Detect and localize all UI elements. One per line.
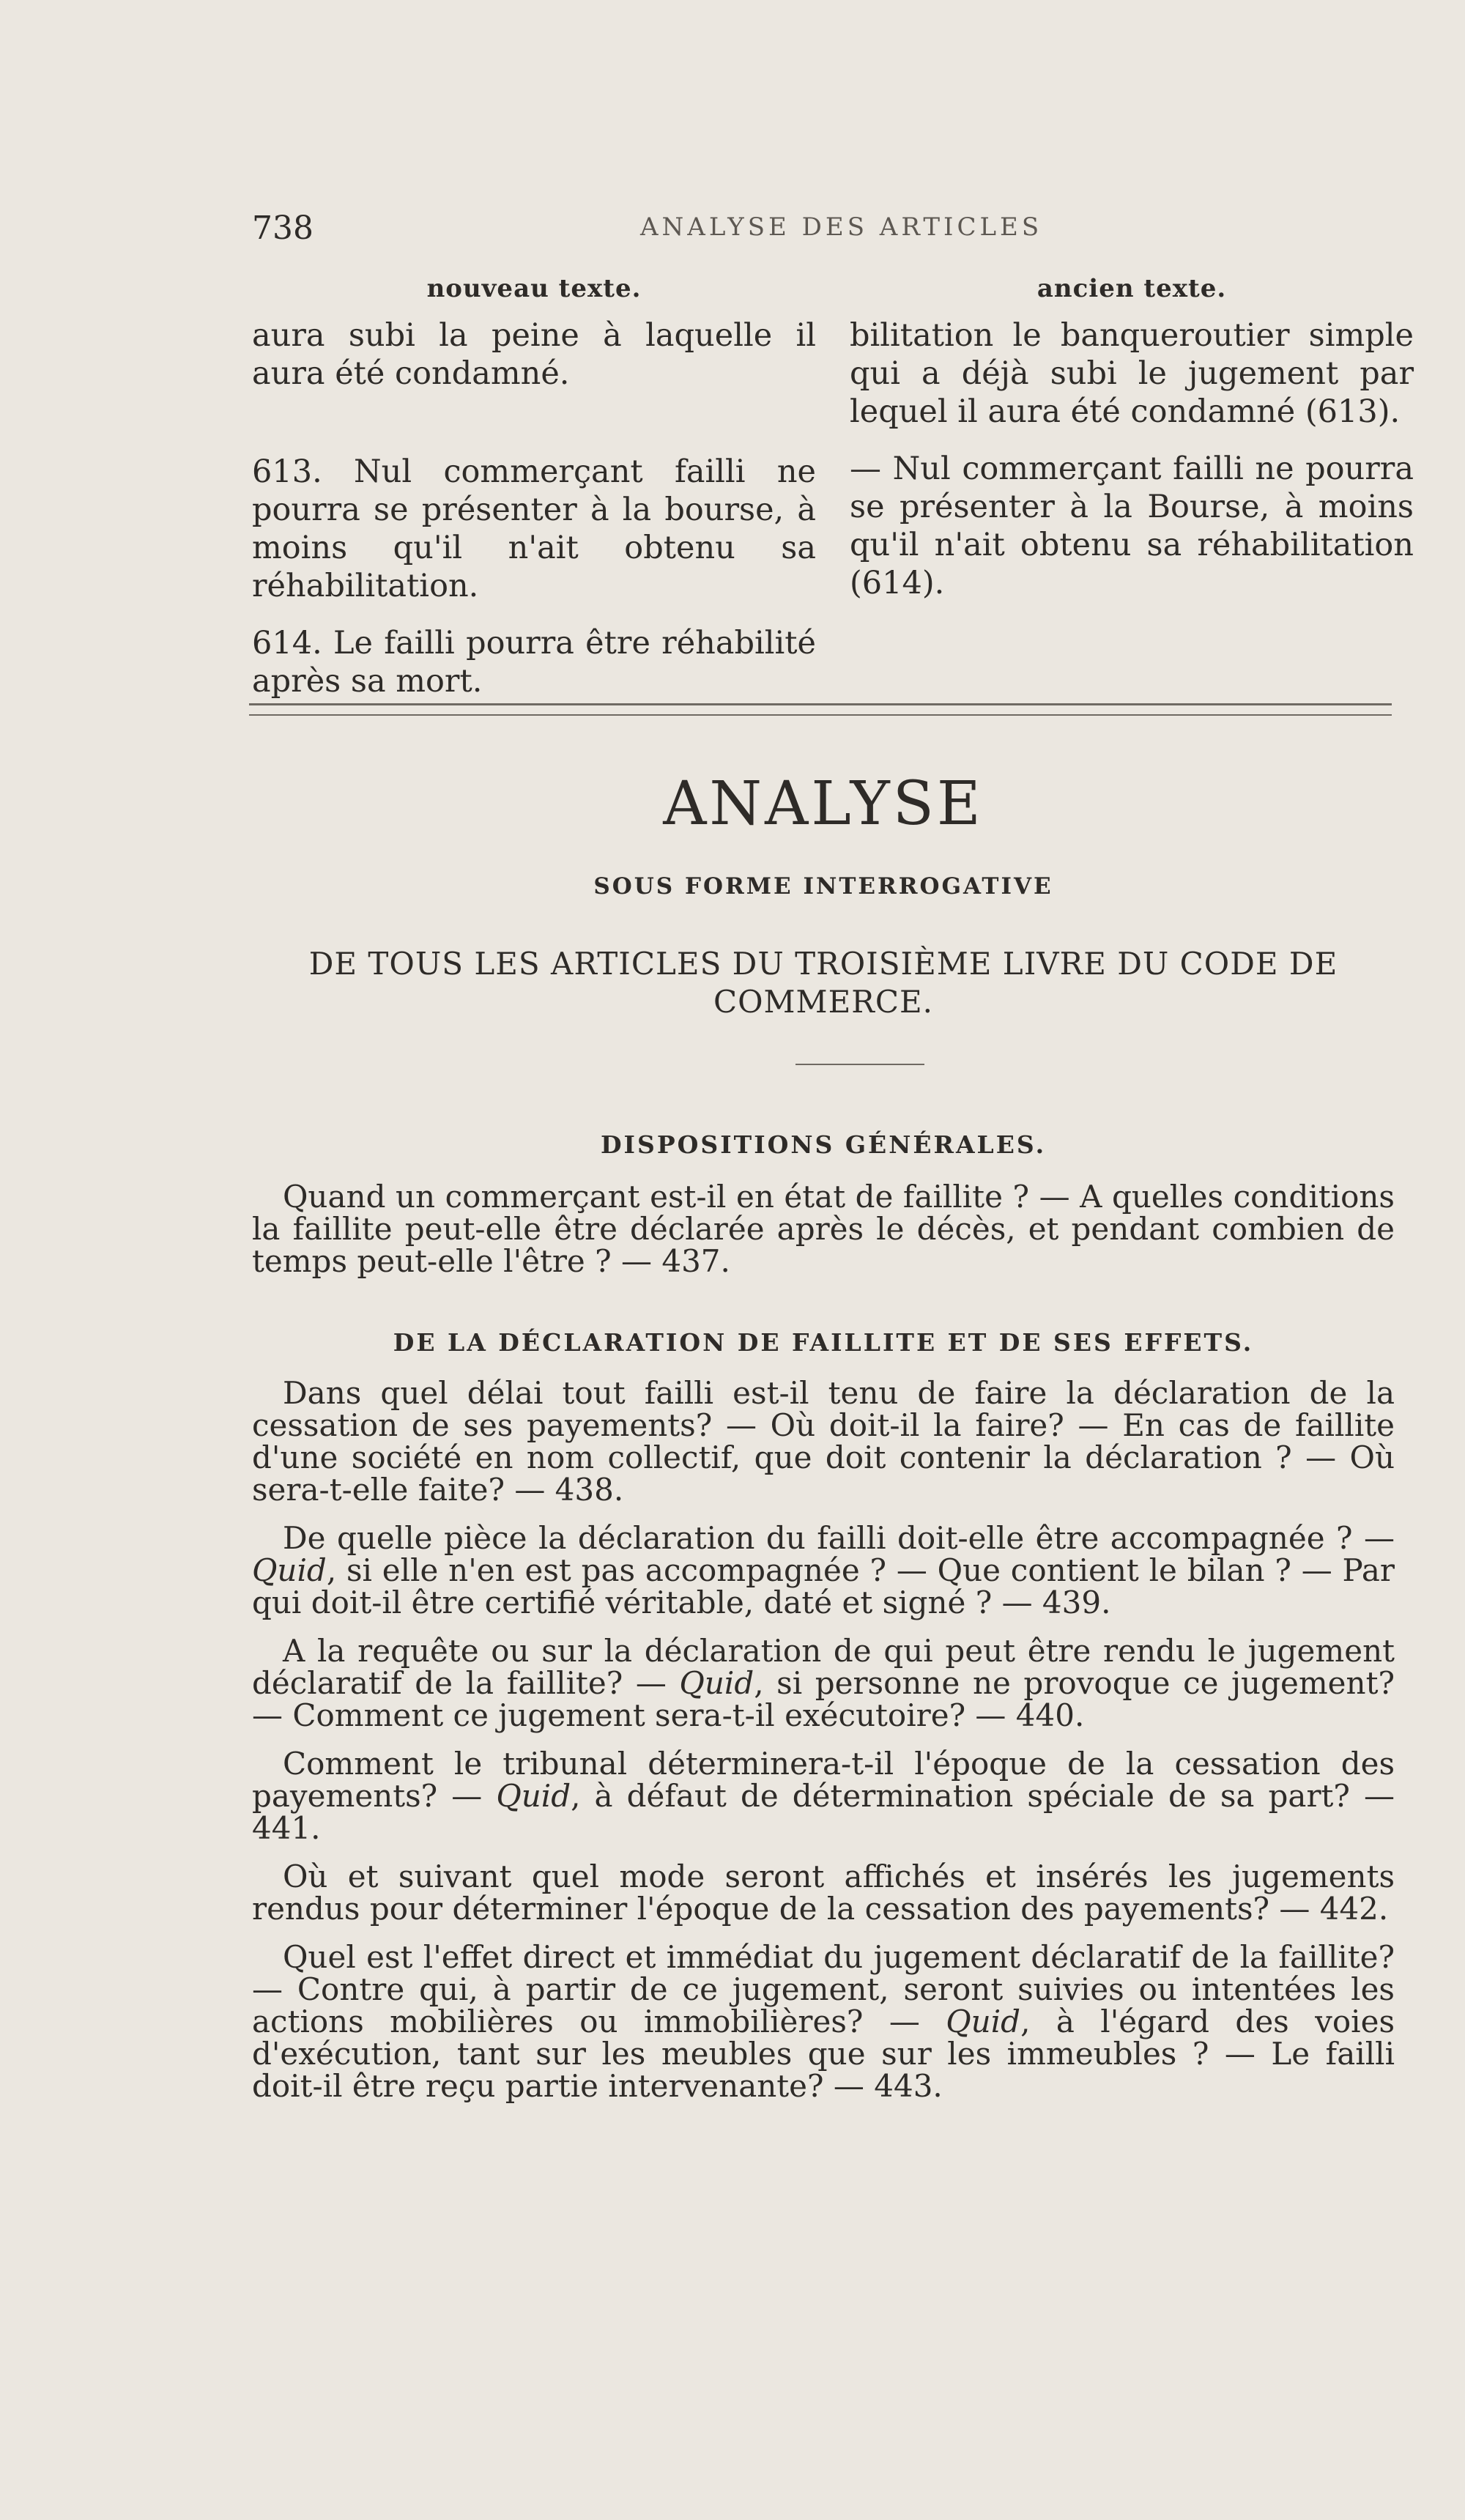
running-title: ANALYSE DES ARTICLES [640,212,1043,242]
question-paragraph: A la requête ou sur la déclaration de qui peut être rendu le jugement déclaratif de la faillite? — Quid, si personne ne provoque ce jugement? — Comment ce jugement sera-t-il exécutoire? — 440. [252,1633,1395,1733]
question-paragraph: Où et suivant quel mode seront affichés et insérés les jugements rendus pour déterminer l'époque de la cessation des payements? — 442. [252,1858,1395,1927]
page-number: 738 [252,210,314,247]
question-paragraph: Dans quel délai tout failli est-il tenu de faire la déclaration de la cessation de ses payements? — Où doit-il la faire? — En cas de faillite d'une société en nom collectif, que doit contenir la déclaration ? — Où sera-t-elle faite? — 438. [252,1375,1395,1508]
section-body-declaration [252,1377,1395,2119]
column-new-text [252,270,816,719]
double-rule-divider [249,703,1392,716]
column-heading-old: ancien texte. [1036,274,1227,303]
section-title-general: DISPOSITIONS GÉNÉRALES. [600,1130,1047,1159]
question-paragraph: Quand un commerçant est-il en état de faillite ? — A quelles conditions la faillite peut-elle être déclarée après le décès, et pendant combien de temps peut-elle l'être ? — 437. [252,1179,1395,1279]
analyse-subtitle-scope: DE TOUS LES ARTICLES DU TROISIÈME LIVRE DU CODE DE COMMERCE. [308,946,1338,1020]
column-heading-new: nouveau texte. [426,274,642,303]
left-paragraph: aura subi la peine à laquelle il aura été condamné. [252,317,816,392]
question-paragraph: De quelle pièce la déclaration du failli doit-elle être accompagnée ? — Quid, si elle n'en est pas accompagnée ? — Que contient le bilan ? — Par qui doit-il être certifié véritable, daté et signé ? — 439. [252,1520,1395,1620]
question-paragraph: Quel est l'effet direct et immédiat du jugement déclaratif de la faillite? — Contre qui, à partir de ce jugement, seront suivies ou intentées les actions mobilières ou immobilières? — Quid, à l'égard des voies d'exécution, tant sur les meubles que sur les immeubles ? — Le failli doit-il être reçu partie intervenante? — 443. [252,1939,1395,2104]
short-rule-divider [795,1064,924,1065]
right-paragraph: — Nul commerçant failli ne pourra se présenter à la Bourse, à moins qu'il n'ait obtenu sa réhabilitation (614). [850,451,1414,601]
analyse-title: ANALYSE [663,769,984,839]
left-paragraph: 613. Nul commerçant failli ne pourra se présenter à la bourse, à moins qu'il n'ait obtenu sa réhabilitation. [252,453,816,604]
question-paragraph: Comment le tribunal déterminera-t-il l'époque de la cessation des payements? — Quid, à défaut de détermination spéciale de sa part? — 441. [252,1746,1395,1846]
section-title-declaration: DE LA DÉCLARATION DE FAILLITE ET DE SES EFFETS. [393,1328,1254,1357]
left-paragraph: 614. Le failli pourra être réhabilité après sa mort. [252,625,816,700]
analyse-subtitle: SOUS FORME INTERROGATIVE [593,873,1053,900]
running-head [252,210,1395,253]
right-paragraph: bilitation le banqueroutier simple qui a déjà subi le jugement par lequel il aura été condamné (613). [850,317,1414,430]
section-body-general [252,1181,1395,1294]
column-old-text [850,270,1414,621]
